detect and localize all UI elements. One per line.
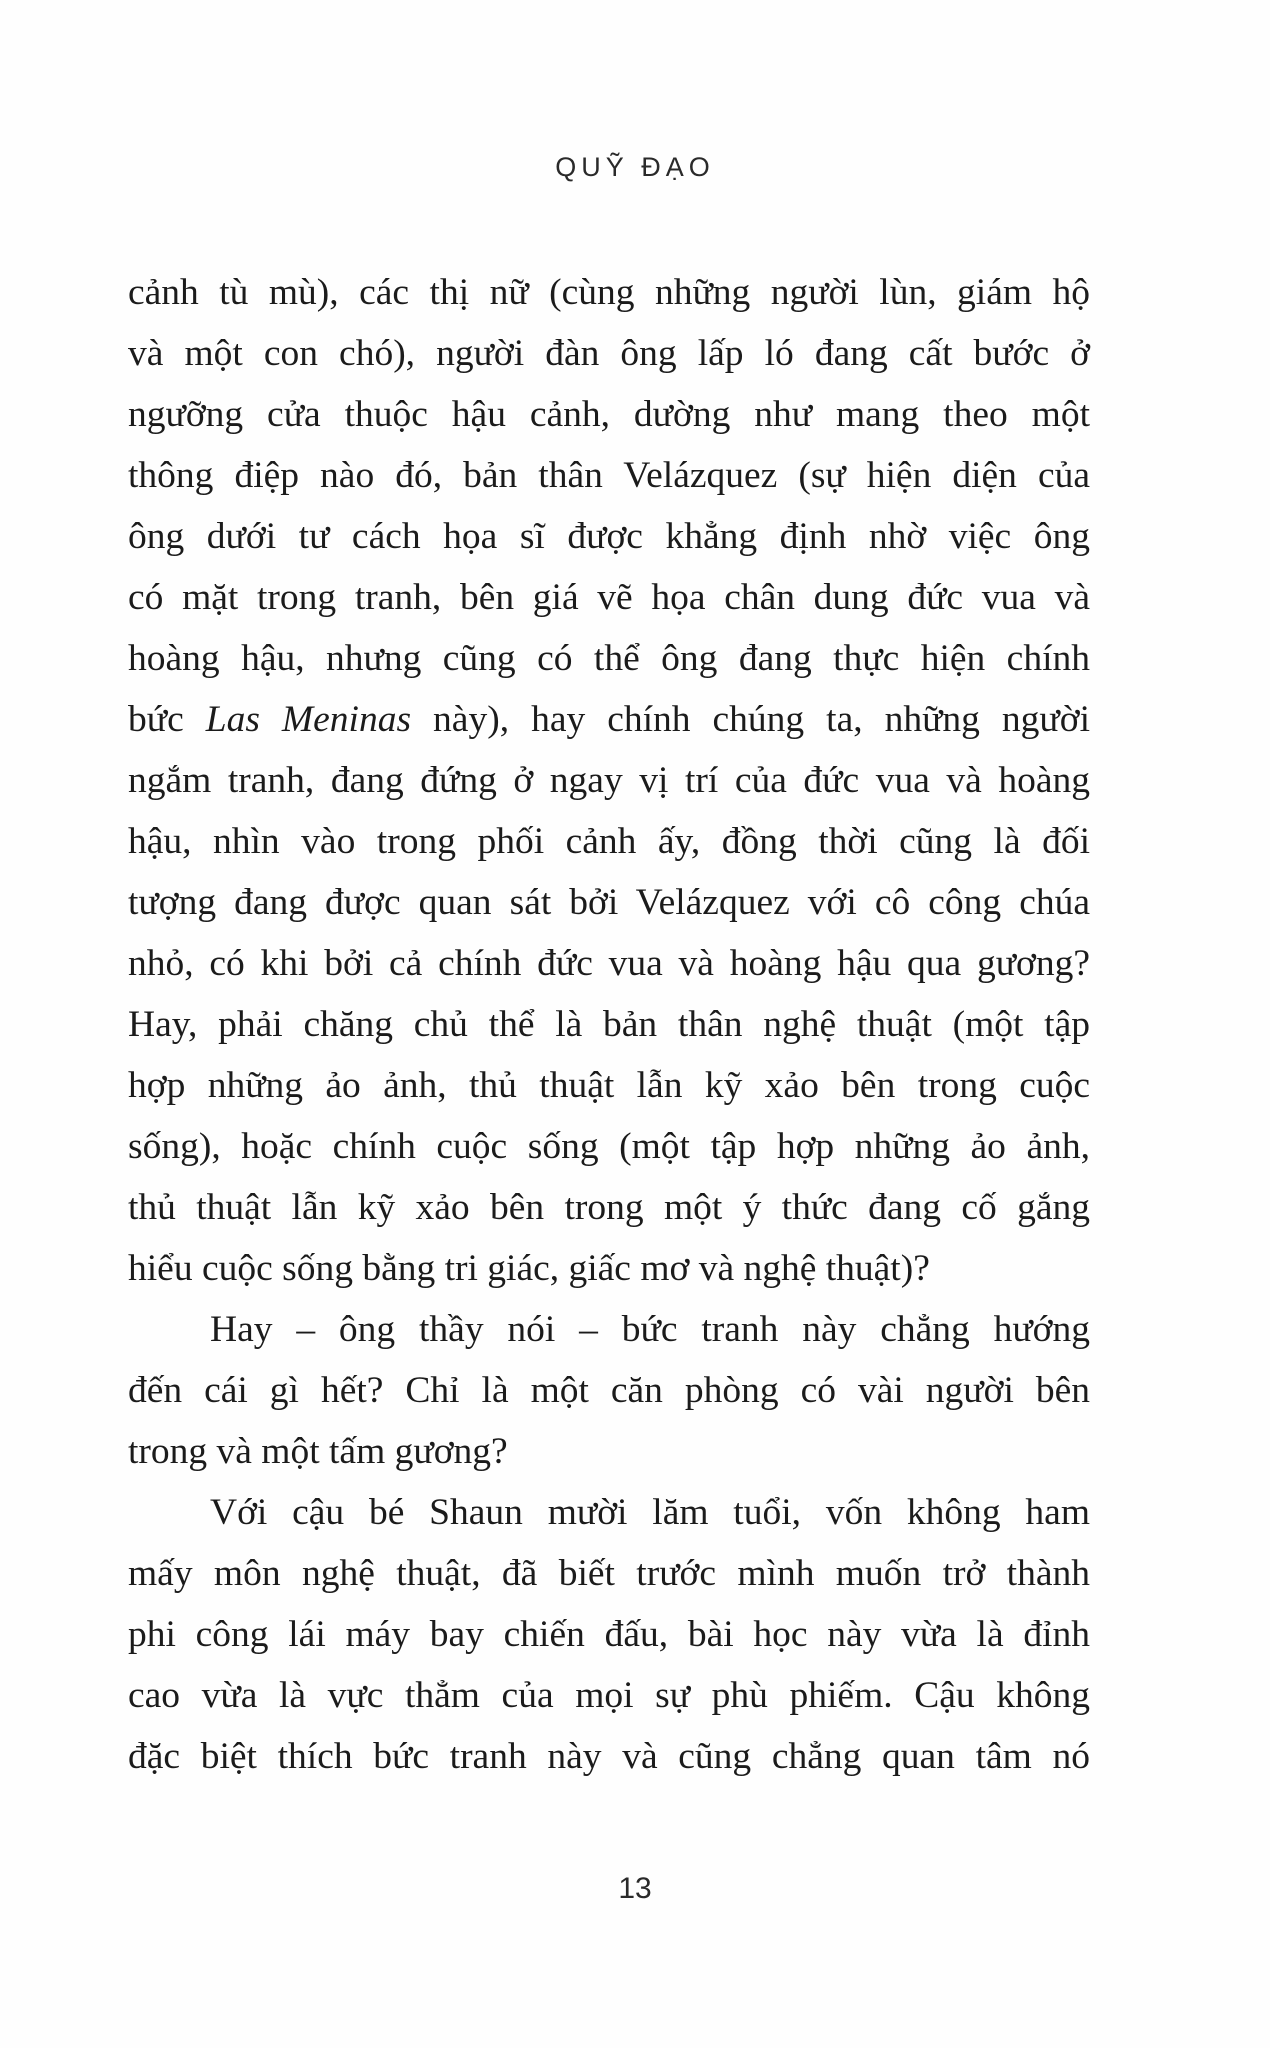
text-line: cảnh tù mù), các thị nữ (cùng những người lùn, giám hộ [128,272,1090,313]
text-line: hoàng hậu, nhưng cũng có thể ông đang thực hiện chính [128,638,1090,679]
text-line: có mặt trong tranh, bên giá vẽ họa chân dung đức vua và [128,577,1090,618]
paragraph-start-line: Với cậu bé Shaun mười lăm tuổi, vốn không ham [210,1492,1090,1533]
body-text [128,262,1090,1787]
paragraph-start-line: Hay – ông thầy nói – bức tranh này chẳng hướng [210,1309,1090,1350]
text-line: ngưỡng cửa thuộc hậu cảnh, dường như mang theo một [128,394,1090,435]
text-run: bức [128,699,206,740]
paragraph-end-line: hiểu cuộc sống bằng tri giác, giấc mơ và nghệ thuật)? [128,1248,930,1289]
text-line: hợp những ảo ảnh, thủ thuật lẫn kỹ xảo bên trong cuộc [128,1065,1090,1106]
text-line: thủ thuật lẫn kỹ xảo bên trong một ý thức đang cố gắng [128,1187,1090,1228]
text-line-with-italic [128,689,1090,750]
text-line: tượng đang được quan sát bởi Velázquez với cô công chúa [128,882,1090,923]
text-line: cao vừa là vực thẳm của mọi sự phù phiếm. Cậu không [128,1675,1090,1716]
text-line: Hay, phải chăng chủ thể là bản thân nghệ thuật (một tập [128,1004,1090,1045]
text-line: hậu, nhìn vào trong phối cảnh ấy, đồng thời cũng là đối [128,821,1090,862]
text-line: phi công lái máy bay chiến đấu, bài học này vừa là đỉnh [128,1614,1090,1655]
page-number: 13 [618,1872,652,1905]
text-line: thông điệp nào đó, bản thân Velázquez (sự hiện diện của [128,455,1090,496]
text-line: đặc biệt thích bức tranh này và cũng chẳng quan tâm nó [128,1736,1090,1777]
text-line: nhỏ, có khi bởi cả chính đức vua và hoàng hậu qua gương? [128,943,1090,984]
text-line: đến cái gì hết? Chỉ là một căn phòng có vài người bên [128,1370,1090,1411]
paragraph-end-line: trong và một tấm gương? [128,1431,508,1472]
text-line: ông dưới tư cách họa sĩ được khẳng định nhờ việc ông [128,516,1090,557]
text-line: sống), hoặc chính cuộc sống (một tập hợp những ảo ảnh, [128,1126,1090,1167]
text-run: này), hay chính chúng ta, những người [411,699,1090,740]
text-line: và một con chó), người đàn ông lấp ló đang cất bước ở [128,333,1090,374]
text-line: mấy môn nghệ thuật, đã biết trước mình muốn trở thành [128,1553,1090,1594]
text-line: ngắm tranh, đang đứng ở ngay vị trí của đức vua và hoàng [128,760,1090,801]
running-header: QUỸ ĐẠO [555,152,715,182]
italic-title-las-meninas: Las Meninas [205,699,412,740]
